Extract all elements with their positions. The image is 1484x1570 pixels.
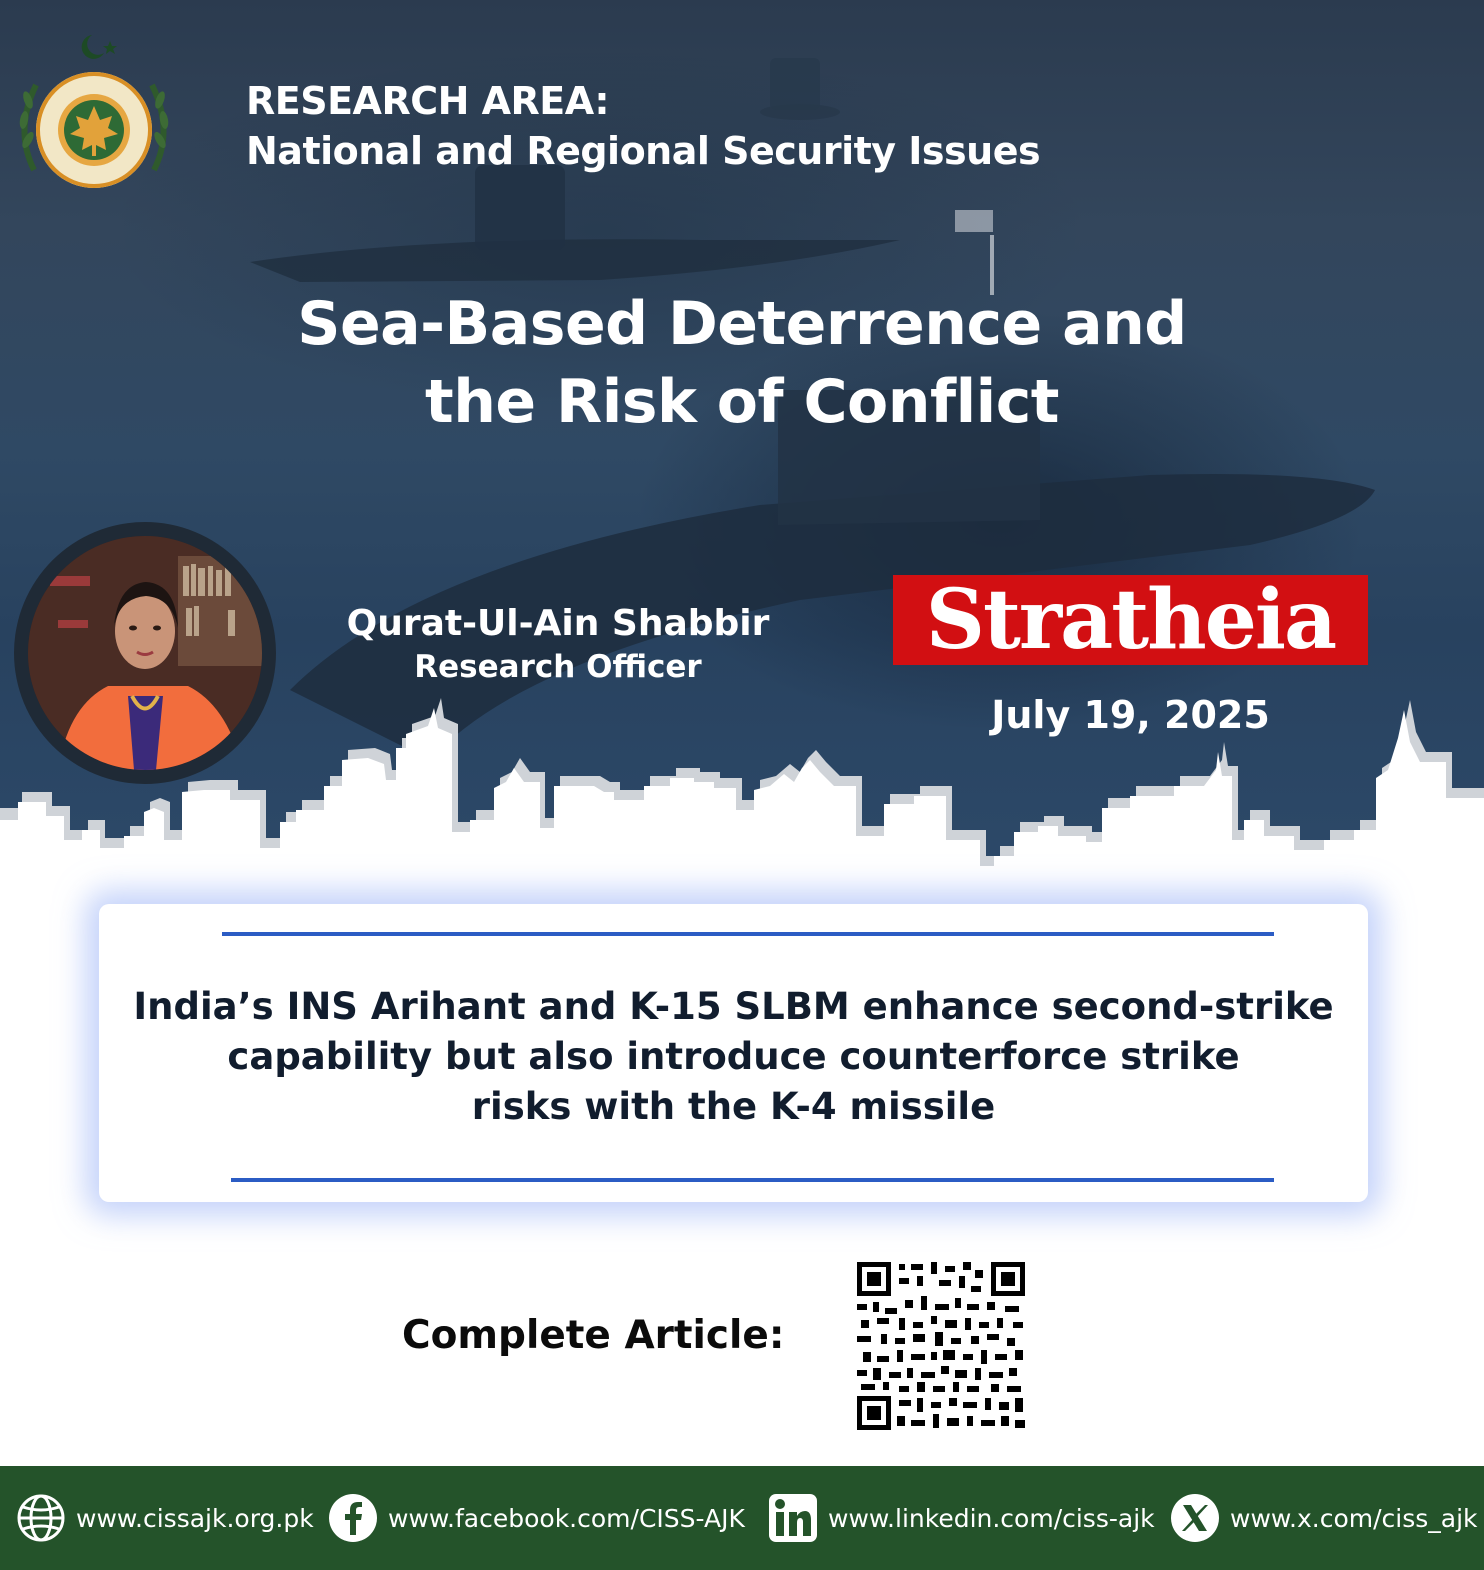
summary-line2: capability but also introduce counterforce strike	[227, 1035, 1240, 1078]
article-title	[0, 285, 1484, 441]
author-name: Qurat-Ul-Ain Shabbir	[346, 603, 770, 644]
article-title-line1: Sea-Based Deterrence and	[297, 289, 1187, 359]
article-summary	[109, 982, 1358, 1132]
publication-date: July 19, 2025	[991, 693, 1270, 737]
bottom-divider	[231, 1178, 1274, 1182]
footer-x-text: www.x.com/ciss_ajk	[1230, 1503, 1478, 1533]
complete-article-label: Complete Article:	[402, 1313, 785, 1358]
author-role: Research Officer	[414, 649, 702, 685]
footer-linkedin-text: www.linkedin.com/ciss-ajk	[828, 1503, 1155, 1533]
qr-code-icon[interactable]	[855, 1260, 1027, 1432]
globe-icon	[16, 1493, 66, 1543]
footer-linkedin[interactable]	[768, 1466, 1155, 1570]
research-area	[246, 76, 1040, 176]
ciss-ajk-logo	[14, 30, 174, 200]
author-portrait	[14, 522, 276, 784]
footer-x[interactable]	[1170, 1466, 1478, 1570]
summary-line1: India’s INS Arihant and K-15 SLBM enhance second-strike	[133, 985, 1334, 1028]
author-block	[318, 602, 798, 688]
x-icon	[1170, 1493, 1220, 1543]
summary-card	[99, 904, 1368, 1202]
publication-logo: Stratheia	[893, 575, 1368, 665]
summary-line3: risks with the K-4 missile	[471, 1085, 996, 1128]
research-area-label: RESEARCH AREA:	[246, 79, 610, 123]
footer-bar	[0, 1466, 1484, 1570]
footer-website-text: www.cissajk.org.pk	[76, 1503, 314, 1533]
facebook-icon	[328, 1493, 378, 1543]
article-title-line2: the Risk of Conflict	[425, 367, 1059, 437]
footer-website[interactable]	[16, 1466, 314, 1570]
linkedin-icon	[768, 1493, 818, 1543]
footer-facebook-text: www.facebook.com/CISS-AJK	[388, 1503, 745, 1533]
top-divider	[222, 932, 1274, 936]
footer-facebook[interactable]	[328, 1466, 745, 1570]
research-area-value: National and Regional Security Issues	[246, 129, 1041, 173]
